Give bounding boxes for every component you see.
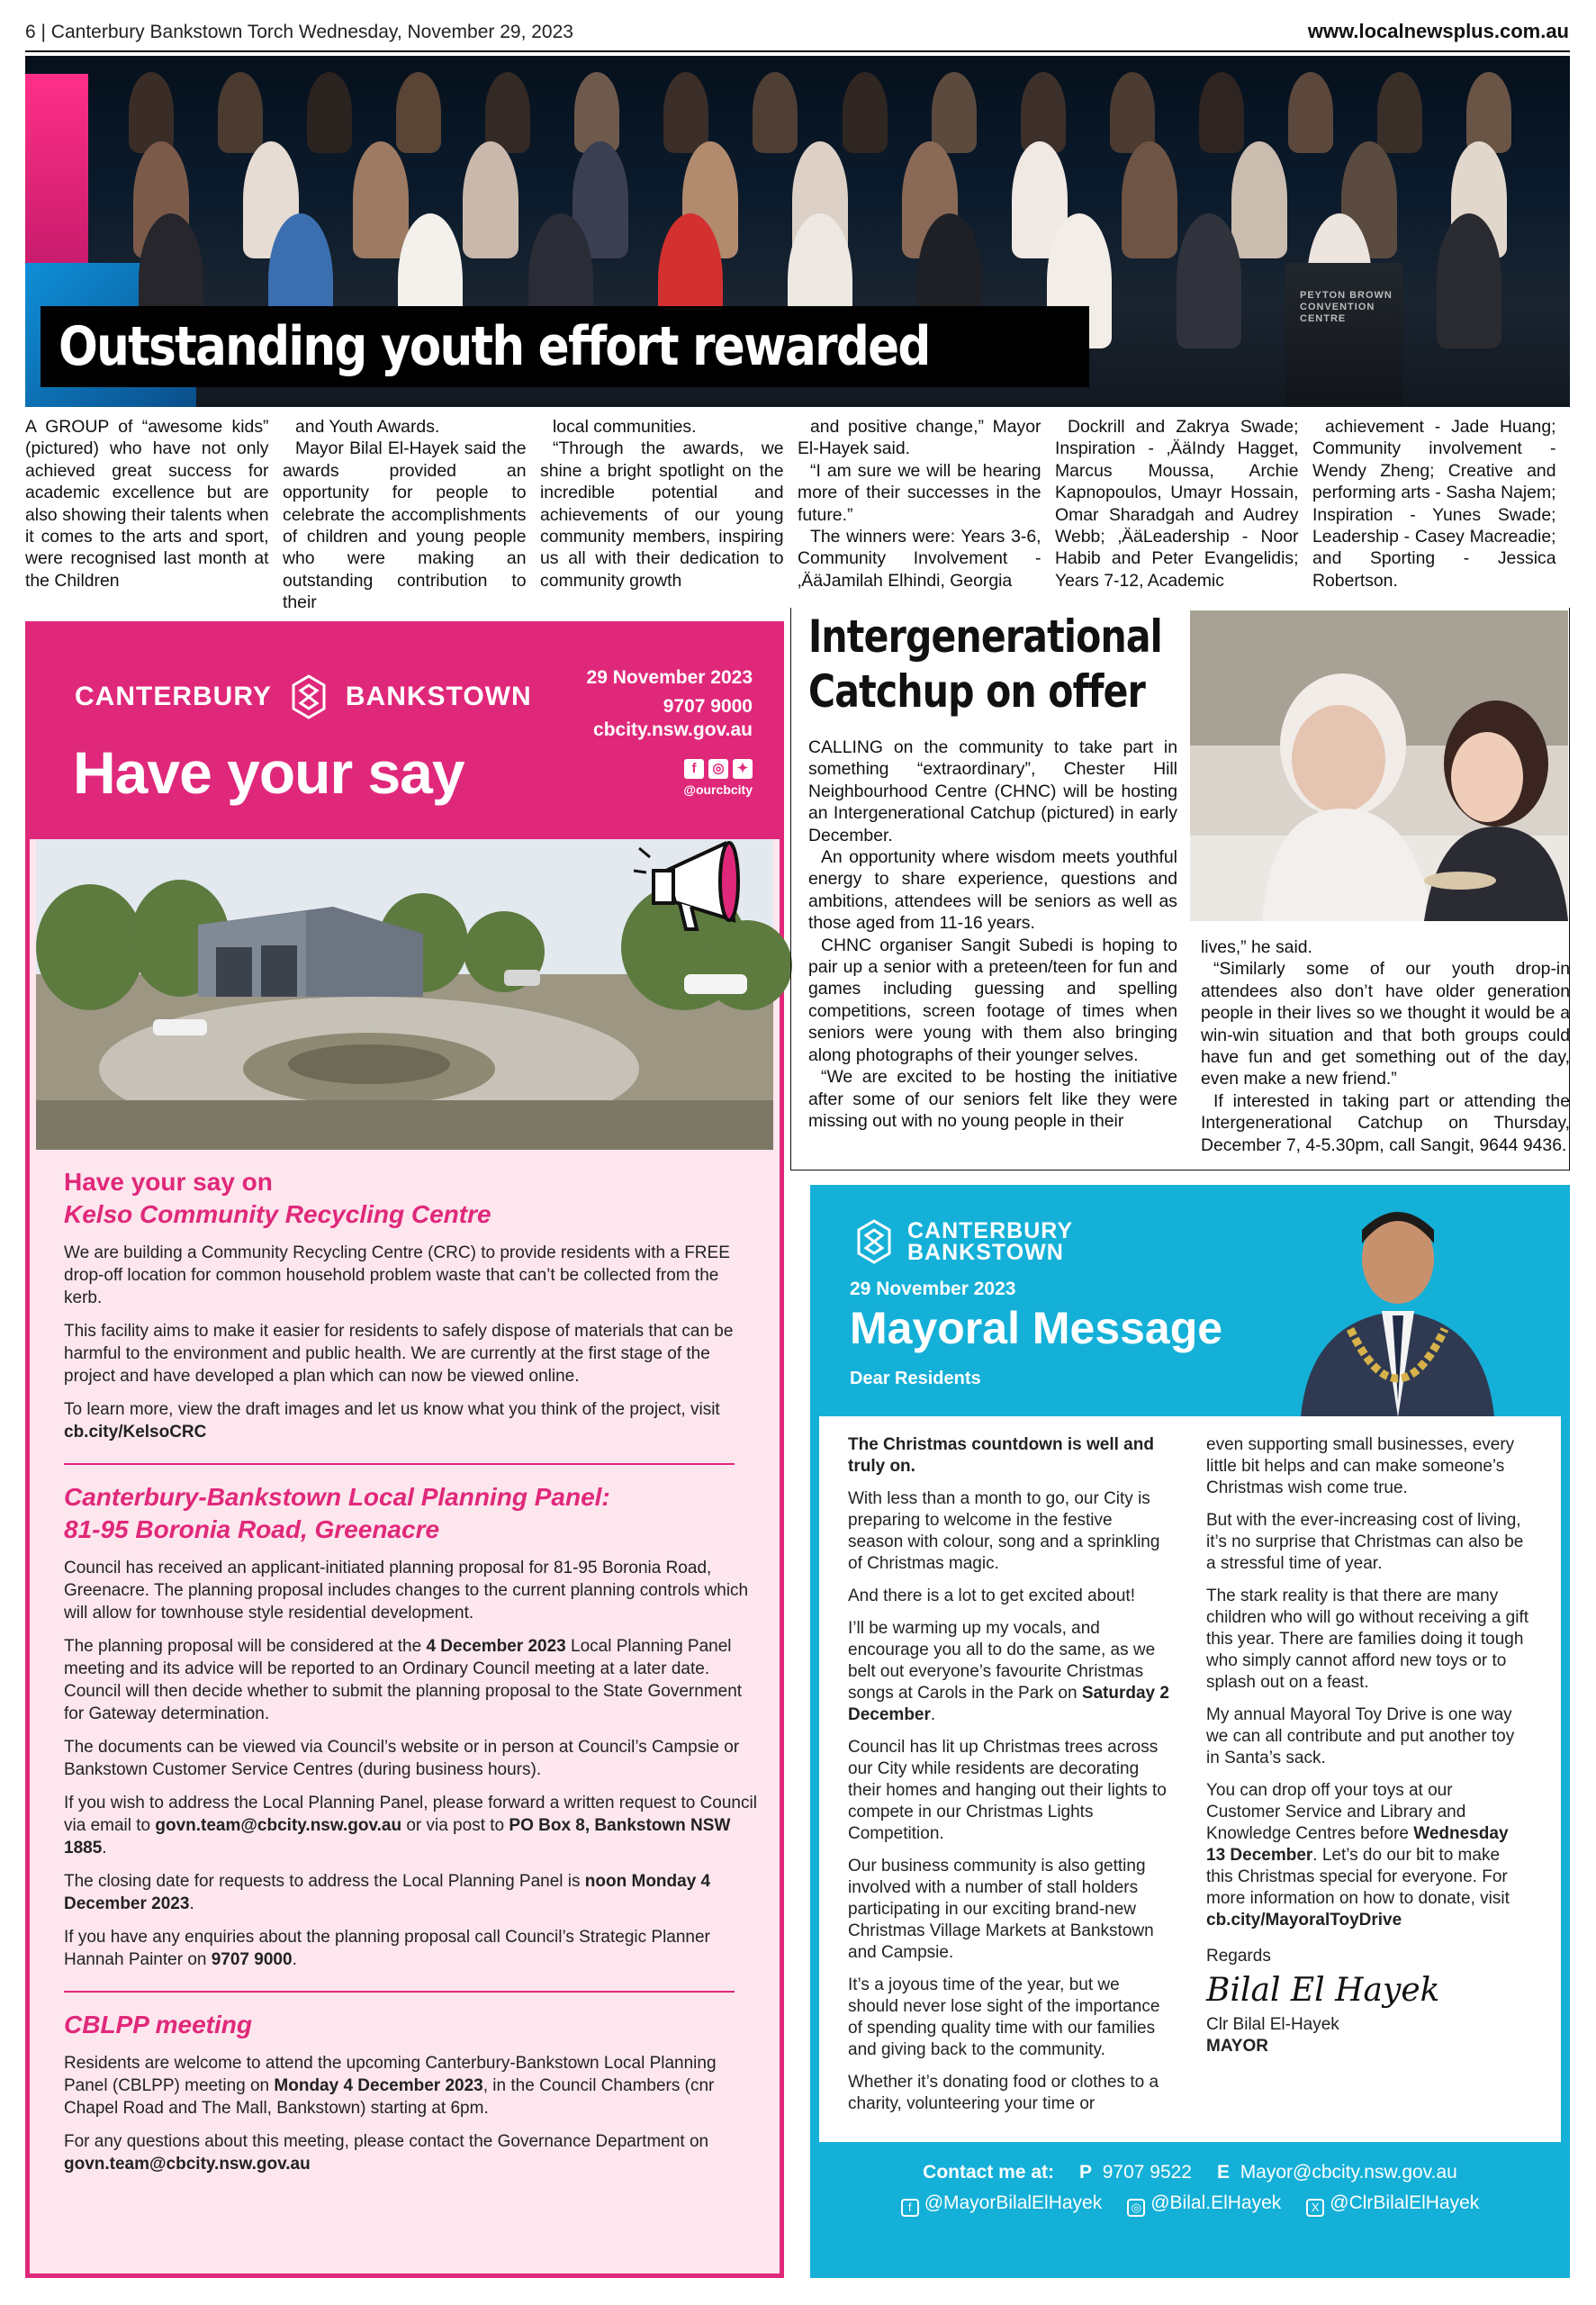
advert-social-handle[interactable]: @ourcbcity (683, 782, 753, 797)
planning-paragraph-5: The closing date for requests to address the Local Planning Panel is noon Monday 4 December 2023. (64, 1872, 711, 1913)
council-logo-icon (850, 1217, 898, 1266)
mayoral-intro: The Christmas countdown is well and truly on. (848, 1435, 1154, 1476)
article-paragraph: and positive change,” Mayor El-Hayek said. (798, 417, 1041, 459)
instagram-icon: ◎ (1127, 2199, 1145, 2217)
cblpp-paragraph-1: Residents are welcome to attend the upcoming Canterbury-Bankstown Local Planning Panel (CBLPP) meeting on Monday 4 December 2023, in the Council Chambers (cnr Chapel Road and The Mall, Bankstown) starting at 6pm. (64, 2054, 717, 2118)
phone-label: P (1079, 2162, 1093, 2183)
planning-paragraph-2: The planning proposal will be considered at the 4 December 2023 Local Planning Panel meeting and its advice will be reported to an Ordinary Council meeting at a later date. Council will then decide whether to submit the planning proposal to the State Government for Gateway determination. (64, 1637, 743, 1723)
article-column (1312, 416, 1556, 592)
planning-paragraph-1: Council has received an applicant-initiated planning proposal for 81-95 Boronia Road, Greenacre. The planning proposal includes changes to the current planning controls which will allow for townhouse style residential development. (64, 1559, 749, 1623)
council-logo (75, 673, 532, 721)
mayoral-paragraph: even supporting small businesses, every little bit helps and can make someone’s Christmas wish come true. (1206, 1435, 1515, 1497)
mayoral-paragraph: With less than a month to go, our City is preparing to welcome in the festive season with colour, song and a sprinkling of Christmas magic. (848, 1489, 1160, 1573)
have-your-say-advert (25, 621, 784, 2278)
planning-paragraph-6: If you have any enquiries about the planning proposal call Council’s Strategic Planner Hannah Painter on 9707 9000. (64, 1928, 710, 1969)
podium-sign: PEYTON BROWN CONVENTION CENTRE (1300, 290, 1393, 324)
have-your-say-content (64, 1166, 757, 2175)
mayoral-paragraph: Whether it’s donating food or clothes to a charity, volunteering your time or (848, 2073, 1159, 2113)
kelso-paragraph-1: We are building a Community Recycling Centre (CRC) to provide residents with a FREE drop-off location for common household problem waste that can’t be collected from the kerb. (64, 1243, 730, 1307)
email-label: E (1217, 2162, 1231, 2183)
mayoral-council-logo (850, 1217, 1073, 1266)
mayoral-paragraph: It’s a joyous time of the year, but we should never lose sight of the importance of spending quality time with our families and giving back to the community. (848, 1975, 1160, 2059)
article-column (798, 416, 1041, 592)
stage-banner-pink (25, 74, 88, 281)
intergenerational-photo (1190, 610, 1568, 921)
advert-social (683, 759, 753, 797)
intergenerational-column-1 (808, 737, 1177, 1155)
headline-box (41, 306, 1089, 387)
article-paragraph: Dockrill and Zakrya Swade; Inspiration - ‚ÄäIndy Hagget, Marcus Moussa, Archie Kapnopoulos, Umayr Hossain, Omar Sharadgah and Audrey Webb; ‚ÄäLeadership - Noor Habib and Peter Evangelidis; Years 7-12, Academic (1055, 417, 1299, 591)
article-paragraph: “We are excited to be hosting the initiative after some of our seniors felt like they were missing out with no young people in their (808, 1067, 1177, 1131)
advert-contact-block (587, 666, 753, 742)
article-paragraph: “Through the awards, we shine a bright spotlight on the incredible potential and achievements of our young community members, inspiring us all with their dedication to community growth (540, 438, 784, 591)
twitter-icon[interactable]: ✦ (733, 759, 753, 779)
mayoral-column-1 (848, 1434, 1172, 2126)
intergenerational-column-2 (1201, 936, 1570, 1157)
article-paragraph: CHNC organiser Sangit Subedi is hoping to pair up a senior with a preteen/teen for fun and games including guessing and spelling competitions, screen footage of times when seniors were young with them also bringing along photographs of their younger selves. (808, 935, 1177, 1065)
mayoral-paragraph: Our business community is also getting involved with a number of stall holders participating in our exciting brand-new Christmas Village Markets at Bankstown and Campsie. (848, 1857, 1154, 1962)
section-divider (64, 1991, 735, 1993)
mayoral-message-body (819, 1416, 1561, 2142)
mayoral-message-advert (810, 1185, 1570, 2278)
article-paragraph: “Similarly some of our youth drop-in attendees also don’t have older generation people in their lives so we thought it would be a win-win situation and that both groups could have fun and get something out of the day, even make a new friend.” (1201, 959, 1570, 1089)
signoff-title: MAYOR (1206, 2037, 1268, 2056)
regards: Regards (1206, 1947, 1271, 1966)
x-handle[interactable]: X @ClrBilalElHayek (1306, 2192, 1479, 2217)
planning-paragraph-4: If you wish to address the Local Planning Panel, please forward a written request to Council via email to govn.team@cbcity.nsw.gov.au or via post to PO Box 8, Bankstown NSW 1885. (64, 1794, 757, 1858)
contact-label: Contact me at: (923, 2162, 1055, 2183)
top-story-article (25, 416, 1570, 613)
signoff-name: Clr Bilal El-Hayek (1206, 2015, 1339, 2034)
mayor-phone[interactable]: 9707 9522 (1102, 2162, 1192, 2183)
podium (1285, 263, 1402, 407)
mayor-portrait (1301, 1194, 1494, 1417)
advert-phone: 9707 9000 (663, 696, 753, 717)
article-paragraph: and Youth Awards. (295, 417, 440, 437)
logo-text-right: BANKSTOWN (345, 682, 532, 711)
section-heading-kelso: Have your say on (64, 1168, 273, 1196)
recycling-centre-render-image (36, 839, 773, 1150)
article-paragraph: Mayor Bilal El-Hayek said the awards provided an opportunity for people to celebrate the accomplishments of children and young people who were making an outstanding contribution to their (283, 438, 527, 613)
facebook-icon: f (901, 2199, 919, 2217)
mayoral-paragraph: And there is a lot to get excited about! (848, 1586, 1135, 1605)
section-heading-planning-address: 81-95 Boronia Road, Greenacre (64, 1515, 440, 1543)
section-divider (64, 1463, 735, 1465)
mayoral-paragraph: Council has lit up Christmas trees across our City while residents are decorating their homes and hanging out their lights to compete in our Christmas Lights Competition. (848, 1738, 1167, 1843)
article-paragraph: local communities. (553, 417, 697, 437)
mayoral-paragraph: I’ll be warming up my vocals, and encourage you all to do the same, as we belt out everyone’s favourite Christmas songs at Carols in the Park on Saturday 2 December. (848, 1619, 1169, 1724)
instagram-icon[interactable]: ◎ (708, 759, 728, 779)
logo-text-line1: CANTERBURY (907, 1218, 1074, 1243)
article-column (283, 416, 527, 613)
article-column (25, 416, 269, 592)
instagram-handle[interactable]: ◎ @Bilal.ElHayek (1127, 2192, 1281, 2217)
section-heading-kelso-sub: Kelso Community Recycling Centre (64, 1200, 491, 1228)
govn-email-link[interactable]: govn.team@cbcity.nsw.gov.au (155, 1816, 402, 1835)
article-column (1055, 416, 1299, 592)
kelso-link[interactable]: cb.city/KelsoCRC (64, 1423, 207, 1442)
section-heading-planning-panel: Canterbury-Bankstown Local Planning Panel: (64, 1483, 610, 1511)
article-paragraph: CALLING on the community to take part in something “extraordinary”, Chester Hill Neighbourhood Centre (CHNC) will be hosting an Intergenerational Catchup (pictured) in early December. (808, 737, 1177, 845)
article-paragraph: lives,” he said. (1201, 937, 1312, 957)
governance-email-link[interactable]: govn.team@cbcity.nsw.gov.au (64, 2155, 311, 2174)
advert-website[interactable]: cbcity.nsw.gov.au (593, 719, 753, 740)
article-paragraph: An opportunity where wisdom meets youthful energy to share experience, questions and ambitions, attendees will be seniors as well as those aged from 11-16 years. (808, 847, 1177, 934)
header-rule (25, 50, 1570, 52)
mayoral-paragraph: The stark reality is that there are many children who will go without receiving a gift this year. There are families doing it tough who simply cannot afford new toys or to splash out on a feast. (1206, 1586, 1529, 1692)
article-paragraph: achievement - Jade Huang; Community involvement - Wendy Zheng; Creative and performing arts - Sasha Najem; Inspiration - Yunes Swade; Leadership - Casey Macreadie; and Sporting - Jessica Robertson. (1312, 417, 1556, 591)
facebook-icon[interactable]: f (684, 759, 704, 779)
page-header-website[interactable]: www.localnewsplus.com.au (1307, 20, 1569, 42)
have-your-say-title: Have your say (73, 739, 464, 806)
kelso-paragraph-3: To learn more, view the draft images and let us know what you think of the project, visit cb.city/KelsoCRC (64, 1400, 720, 1442)
article-column (540, 416, 784, 592)
council-logo-icon (284, 673, 333, 721)
mayoral-date: 29 November 2023 (850, 1279, 1016, 1299)
mayoral-paragraph: You can drop off your toys at our Customer Service and Library and Knowledge Centres before Wednesday 13 December. Let’s do our bit to make this Christmas special for everyone. For more information on how to donate, visit cb.city/MayoralToyDrive (1206, 1781, 1510, 1930)
advert-date: 29 November 2023 (586, 667, 753, 688)
mayor-email[interactable]: Mayor@cbcity.nsw.gov.au (1240, 2162, 1457, 2183)
logo-text-left: CANTERBURY (75, 682, 272, 711)
page-header-left: 6 | Canterbury Bankstown Torch Wednesday, November 29, 2023 (25, 22, 573, 42)
megaphone-icon (630, 835, 765, 943)
mayoral-greeting: Dear Residents (850, 1369, 981, 1388)
planning-paragraph-3: The documents can be viewed via Council’s website or in person at Council’s Campsie or Bankstown Customer Service Centres (during business hours). (64, 1738, 740, 1779)
cblpp-paragraph-2: For any questions about this meeting, please contact the Governance Department on govn.team@cbcity.nsw.gov.au (64, 2132, 709, 2174)
article-paragraph: If interested in taking part or attending the Intergenerational Catchup on Thursday, December 7, 4-5.30pm, call Sangit, 9644 9436. (1201, 1090, 1570, 1155)
article-paragraph: “I am sure we will be hearing more of their successes in the future.” (798, 460, 1041, 525)
facebook-handle[interactable]: f @MayorBilalElHayek (901, 2192, 1103, 2217)
mayoral-contact (810, 2162, 1570, 2226)
mayoral-title: Mayoral Message (850, 1303, 1223, 1353)
kelso-paragraph-2: This facility aims to make it easier for residents to safely dispose of materials that can be harmful to the environment and public health. We are currently at the first stage of the project and have developed a plan which can now be viewed online. (64, 1322, 734, 1386)
intergenerational-headline: Intergenerational Catchup on offer (808, 610, 1162, 718)
mayor-signature: Bilal El Hayek (1206, 1972, 1440, 2009)
article-paragraph: A GROUP of “awesome kids” (pictured) who have not only achieved great success for academic excellence but are also showing their talents when it comes to the arts and sport, were recognised last month at the Children (25, 417, 269, 591)
mayoral-column-2 (1206, 1434, 1530, 2057)
article-paragraph: The winners were: Years 3-6, Community Involvement - ‚ÄäJamilah Elhindi, Georgia (798, 527, 1041, 591)
have-your-say-banner (30, 626, 780, 839)
top-story-headline: Outstanding youth effort rewarded (59, 315, 930, 378)
mayoral-paragraph: My annual Mayoral Toy Drive is one way we can all contribute and put another toy in Santa’s sack. (1206, 1705, 1515, 1767)
mayoral-paragraph: But with the ever-increasing cost of living, it’s no surprise that Christmas can also be a stressful time of year. (1206, 1511, 1524, 1573)
toy-drive-link[interactable]: cb.city/MayoralToyDrive (1206, 1911, 1402, 1930)
x-icon: X (1306, 2199, 1324, 2217)
section-heading-cblpp: CBLPP meeting (64, 2011, 252, 2038)
logo-text-line2: BANKSTOWN (907, 1240, 1064, 1265)
